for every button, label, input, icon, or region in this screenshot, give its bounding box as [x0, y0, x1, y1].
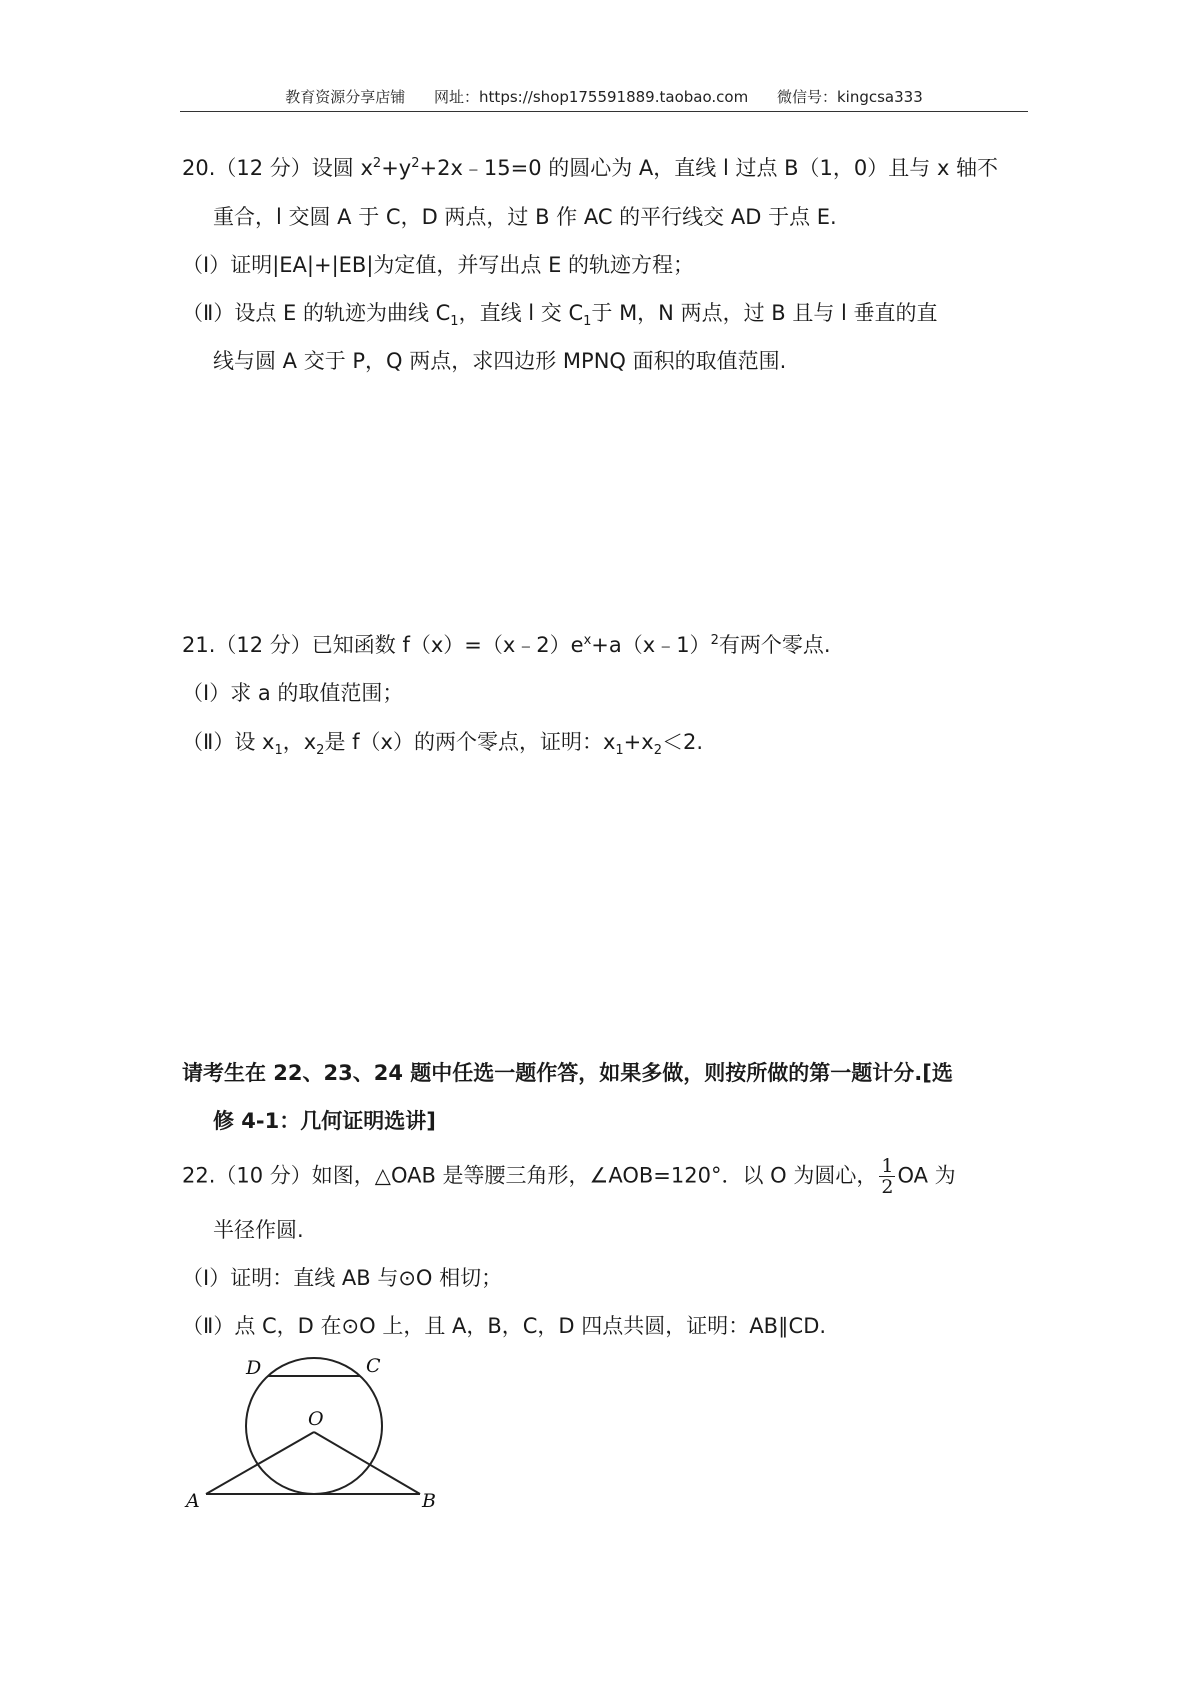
q21-part2: （Ⅱ）设 $x_1$，$x_2$是 f（x）的两个零点，证明：$x_1+x_2<2$. [182, 730, 704, 759]
q22-part2: （Ⅱ）点 C，D 在⊙O 上，且 A，B，C，D 四点共圆，证明：AB∥CD. [182, 1314, 827, 1338]
label-b: B [422, 1490, 436, 1510]
page-header [180, 86, 1028, 107]
header-url: 网址：https://shop175591889.taobao.com [434, 88, 749, 106]
header-shop: 教育资源分享店铺 [285, 88, 406, 106]
q20-part1: （Ⅰ）证明|EA|+|EB|为定值，并写出点 E 的轨迹方程； [182, 253, 695, 277]
segment-ob [314, 1432, 420, 1494]
header-wechat: 微信号：kingcsa333 [776, 88, 923, 106]
q20-line2: 重合，l 交圆 A 于 C，D 两点，过 B 作 AC 的平行线交 AD 于点 E. [213, 205, 837, 229]
q20-line1: 20.（12 分）设圆 $x^2+y^2+2x﹣15=0$ 的圆心为 A，直线 l 过点 B（1，0）且与 x 轴不 [182, 156, 999, 180]
label-o: O [308, 1408, 324, 1430]
q22-line2: 半径作圆. [213, 1218, 304, 1242]
label-c: C [366, 1355, 381, 1377]
fraction-one-half: $\frac{1}{2}$ [881, 1155, 894, 1198]
segment-ao [206, 1432, 314, 1494]
label-a: A [186, 1490, 200, 1510]
q20-part2-line2: 线与圆 A 交于 P，Q 两点，求四边形 MPNQ 面积的取值范围. [213, 349, 787, 373]
q21-line1: 21.（12 分）已知函数 $f(x)=(x﹣2)e^x+a(x﹣1)^2$有两个零点. [182, 633, 831, 657]
q20-part2: （Ⅱ）设点 E 的轨迹为曲线 $C_1$，直线 l 交 $C_1$于 M，N 两点，过 B 且与 l 垂直的直 [182, 301, 938, 330]
label-d: D [246, 1357, 262, 1379]
elective-instruction-line2: 修 4-1：几何证明选讲] [213, 1109, 436, 1133]
q21-part1: （Ⅰ）求 a 的取值范围； [182, 681, 404, 705]
geometry-figure [180, 1350, 450, 1510]
header-divider [180, 111, 1028, 112]
q22-part1: （Ⅰ）证明：直线 AB 与⊙O 相切； [182, 1266, 503, 1290]
elective-instruction-line1: 请考生在 22、23、24 题中任选一题作答，如果多做，则按所做的第一题计分.[选 [182, 1061, 953, 1085]
q22-line1: 22.（10 分）如图，△OAB 是等腰三角形，∠AOB=120°．以 O 为圆心， $\frac{1}{2}$ OA 为 [182, 1155, 956, 1198]
